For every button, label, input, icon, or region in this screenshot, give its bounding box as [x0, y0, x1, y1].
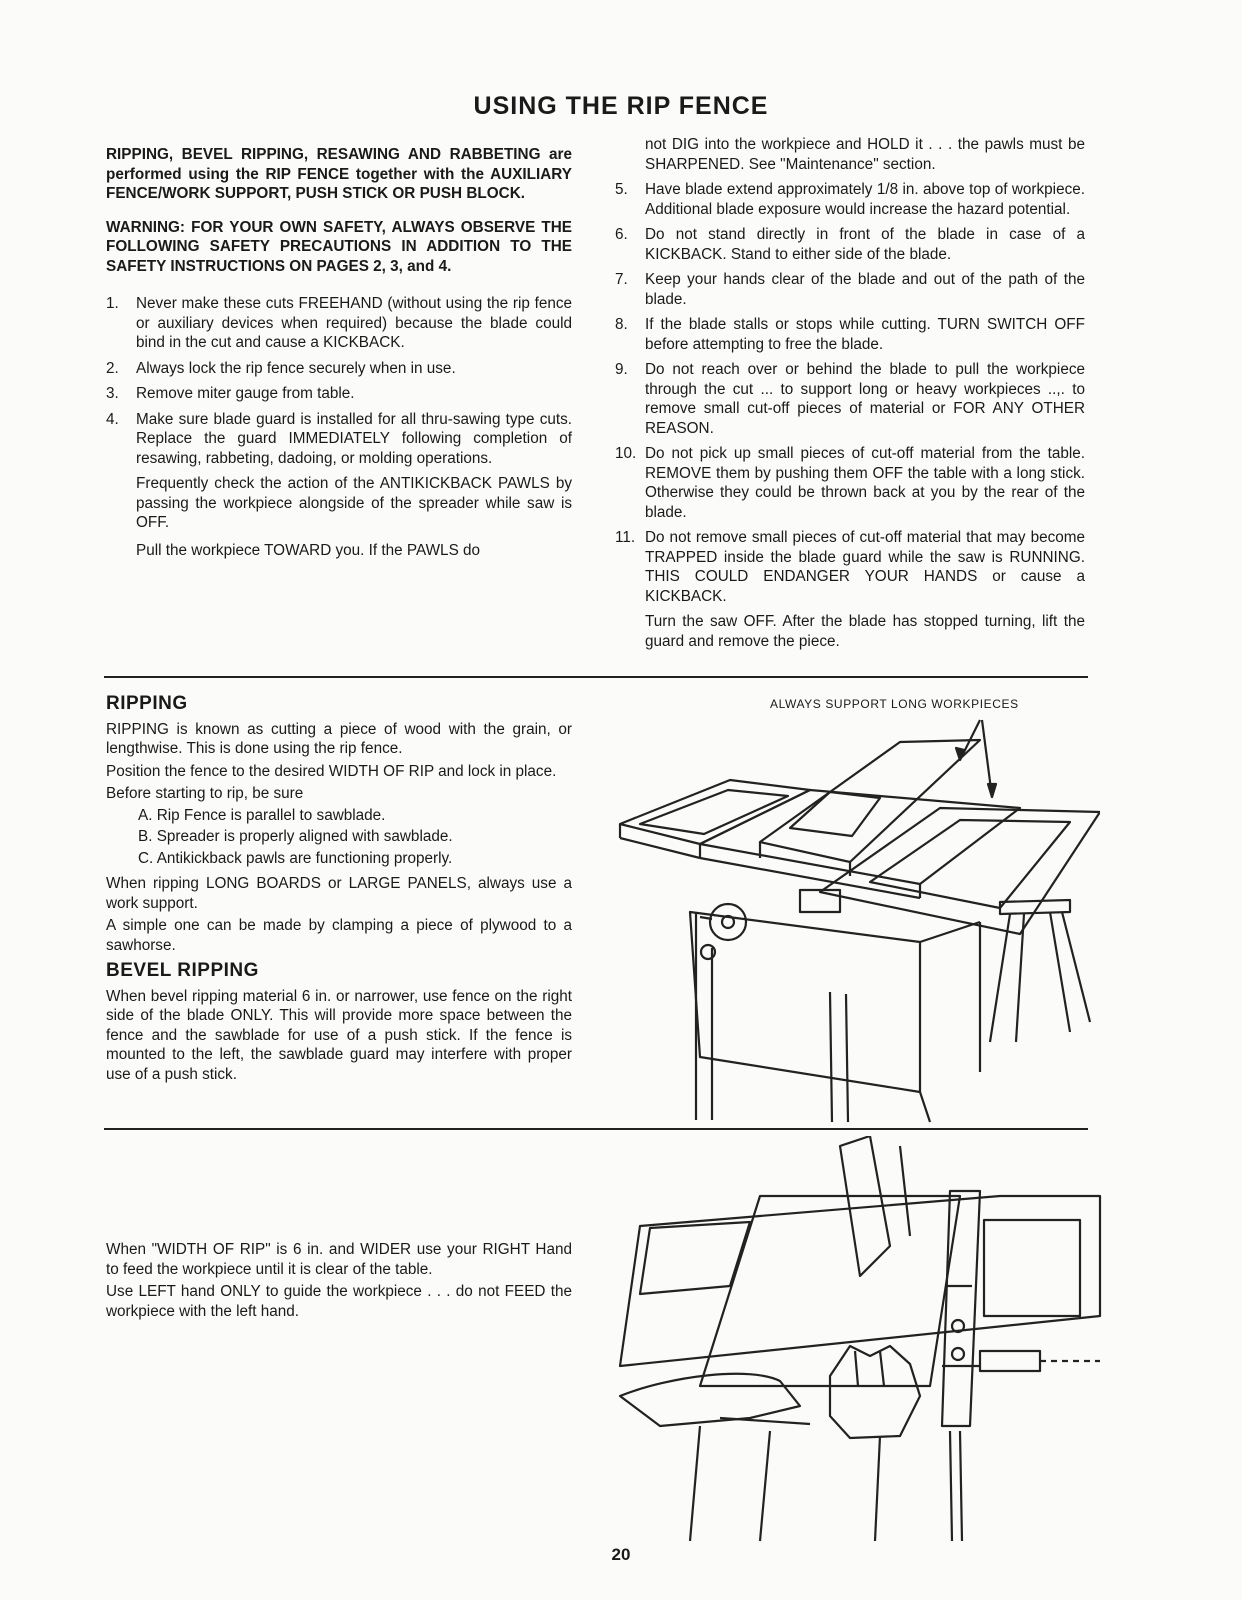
warning-paragraph: WARNING: FOR YOUR OWN SAFETY, ALWAYS OBSERVE THE FOLLOWING SAFETY PRECAUTIONS IN ADDITION TO THE SAFETY INSTRUCTIONS ON PAGES 2, 3, and 4.: [106, 218, 572, 275]
rule-item: 3. Remove miter gauge from table.: [106, 385, 355, 402]
ripping-paragraph: RIPPING is known as cutting a piece of wood with the grain, or lengthwise. This is done using the rip fence.: [106, 720, 572, 757]
left-column-safety: [106, 145, 572, 568]
figure-caption: ALWAYS SUPPORT LONG WORKPIECES: [770, 697, 1019, 711]
rule-item: 9. Do not reach over or behind the blade to pull the workpiece through the cut ... to support long or heavy workpieces ..,. to remove small cut-off pieces of material or FOR ANY OTHER REASON.: [615, 361, 1085, 437]
ripping-paragraph: A simple one can be made by clamping a piece of plywood to a sawhorse.: [106, 917, 572, 954]
section-divider: [104, 676, 1088, 678]
rule-item: 4. Make sure blade guard is installed for all thru-sawing type cuts. Replace the guard IMMEDIATELY following completion of resawing, rabbeting, dadoing, or molding operations.: [106, 410, 572, 467]
ripping-paragraph: Before starting to rip, be sure: [106, 785, 304, 802]
page-number: 20: [611, 1545, 631, 1564]
rule-item: 11. Do not remove small pieces of cut-off material that may become TRAPPED inside the blade guard while the saw is RUNNING. THIS COULD ENDANGER YOUR HANDS or cause a KICKBACK.: [615, 529, 1085, 605]
checklist-item: A. Rip Fence is parallel to sawblade.: [138, 806, 386, 824]
rules-list-left: [106, 294, 572, 468]
page-title: USING THE RIP FENCE: [473, 92, 769, 120]
rule-item: 5. Have blade extend approximately 1/8 in. above top of workpiece. Additional blade exposure would increase the hazard potential.: [615, 181, 1085, 218]
rule4-continued: not DIG into the workpiece and HOLD it . . . the pawls must be SHARPENED. See "Maintenance" section.: [645, 136, 1085, 173]
wide-rip-paragraph: When "WIDTH OF RIP" is 6 in. and WIDER use your RIGHT Hand to feed the workpiece until it is clear of the table.: [106, 1241, 572, 1278]
rule-item: 6. Do not stand directly in front of the blade in case of a KICKBACK. Stand to either side of the blade.: [615, 226, 1085, 263]
right-column-safety: [615, 135, 1085, 659]
rule-item: 2. Always lock the rip fence securely when in use.: [106, 359, 456, 377]
rule4-paragraph-2: Pull the workpiece TOWARD you. If the PAWLS do: [136, 541, 481, 559]
rule-item: 1. Never make these cuts FREEHAND (without using the rip fence or auxiliary devices when required) because the blade could bind in the cut and cause a KICKBACK.: [106, 295, 572, 351]
hand-feeding-illustration: [600, 1136, 1120, 1546]
checklist: [138, 806, 572, 869]
checklist-item: C. Antikickback pawls are functioning properly.: [138, 849, 453, 867]
section-divider: [104, 1128, 1088, 1130]
ripping-paragraph: Position the fence to the desired WIDTH OF RIP and lock in place.: [106, 762, 557, 780]
rule-item: 7. Keep your hands clear of the blade and out of the path of the blade.: [615, 271, 1085, 308]
rule-item: 8. If the blade stalls or stops while cutting. TURN SWITCH OFF before attempting to free the blade.: [615, 316, 1085, 353]
rule-item: 10. Do not pick up small pieces of cut-off material from the table. REMOVE them by pushing them OFF the table with a long stick. Otherwise they could be thrown back at you by the rear of the blade.: [615, 445, 1085, 521]
wide-rip-section: [106, 1240, 572, 1331]
ripping-section: [106, 694, 572, 1094]
wide-rip-paragraph: Use LEFT hand ONLY to guide the workpiece . . . do not FEED the workpiece with the left hand.: [106, 1283, 572, 1320]
bevel-ripping-paragraph: When bevel ripping material 6 in. or narrower, use fence on the right side of the blade ONLY. This will provide more space between the fence and the sawblade for use of a push stick. If the fence is mounted to the left, the sawblade guard may interfere with proper use of a push stick.: [106, 987, 572, 1083]
rules-list-right: [615, 180, 1085, 606]
intro-paragraph: RIPPING, BEVEL RIPPING, RESAWING AND RABBETING are performed using the RIP FENCE together with the AUXILIARY FENCE/WORK SUPPORT, PUSH STICK OR PUSH BLOCK.: [106, 146, 572, 202]
bevel-ripping-heading: BEVEL RIPPING: [106, 960, 259, 981]
rule4-paragraph-1: Frequently check the action of the ANTIKICKBACK PAWLS by passing the workpiece alongside of the spreader while saw is OFF.: [136, 475, 572, 531]
ripping-paragraph: When ripping LONG BOARDS or LARGE PANELS, always use a work support.: [106, 875, 572, 912]
table-saw-illustration: [600, 712, 1100, 1128]
rule11-paragraph: Turn the saw OFF. After the blade has stopped turning, lift the guard and remove the piece.: [645, 613, 1085, 650]
checklist-item: B. Spreader is properly aligned with sawblade.: [138, 828, 453, 845]
ripping-heading: RIPPING: [106, 693, 188, 714]
